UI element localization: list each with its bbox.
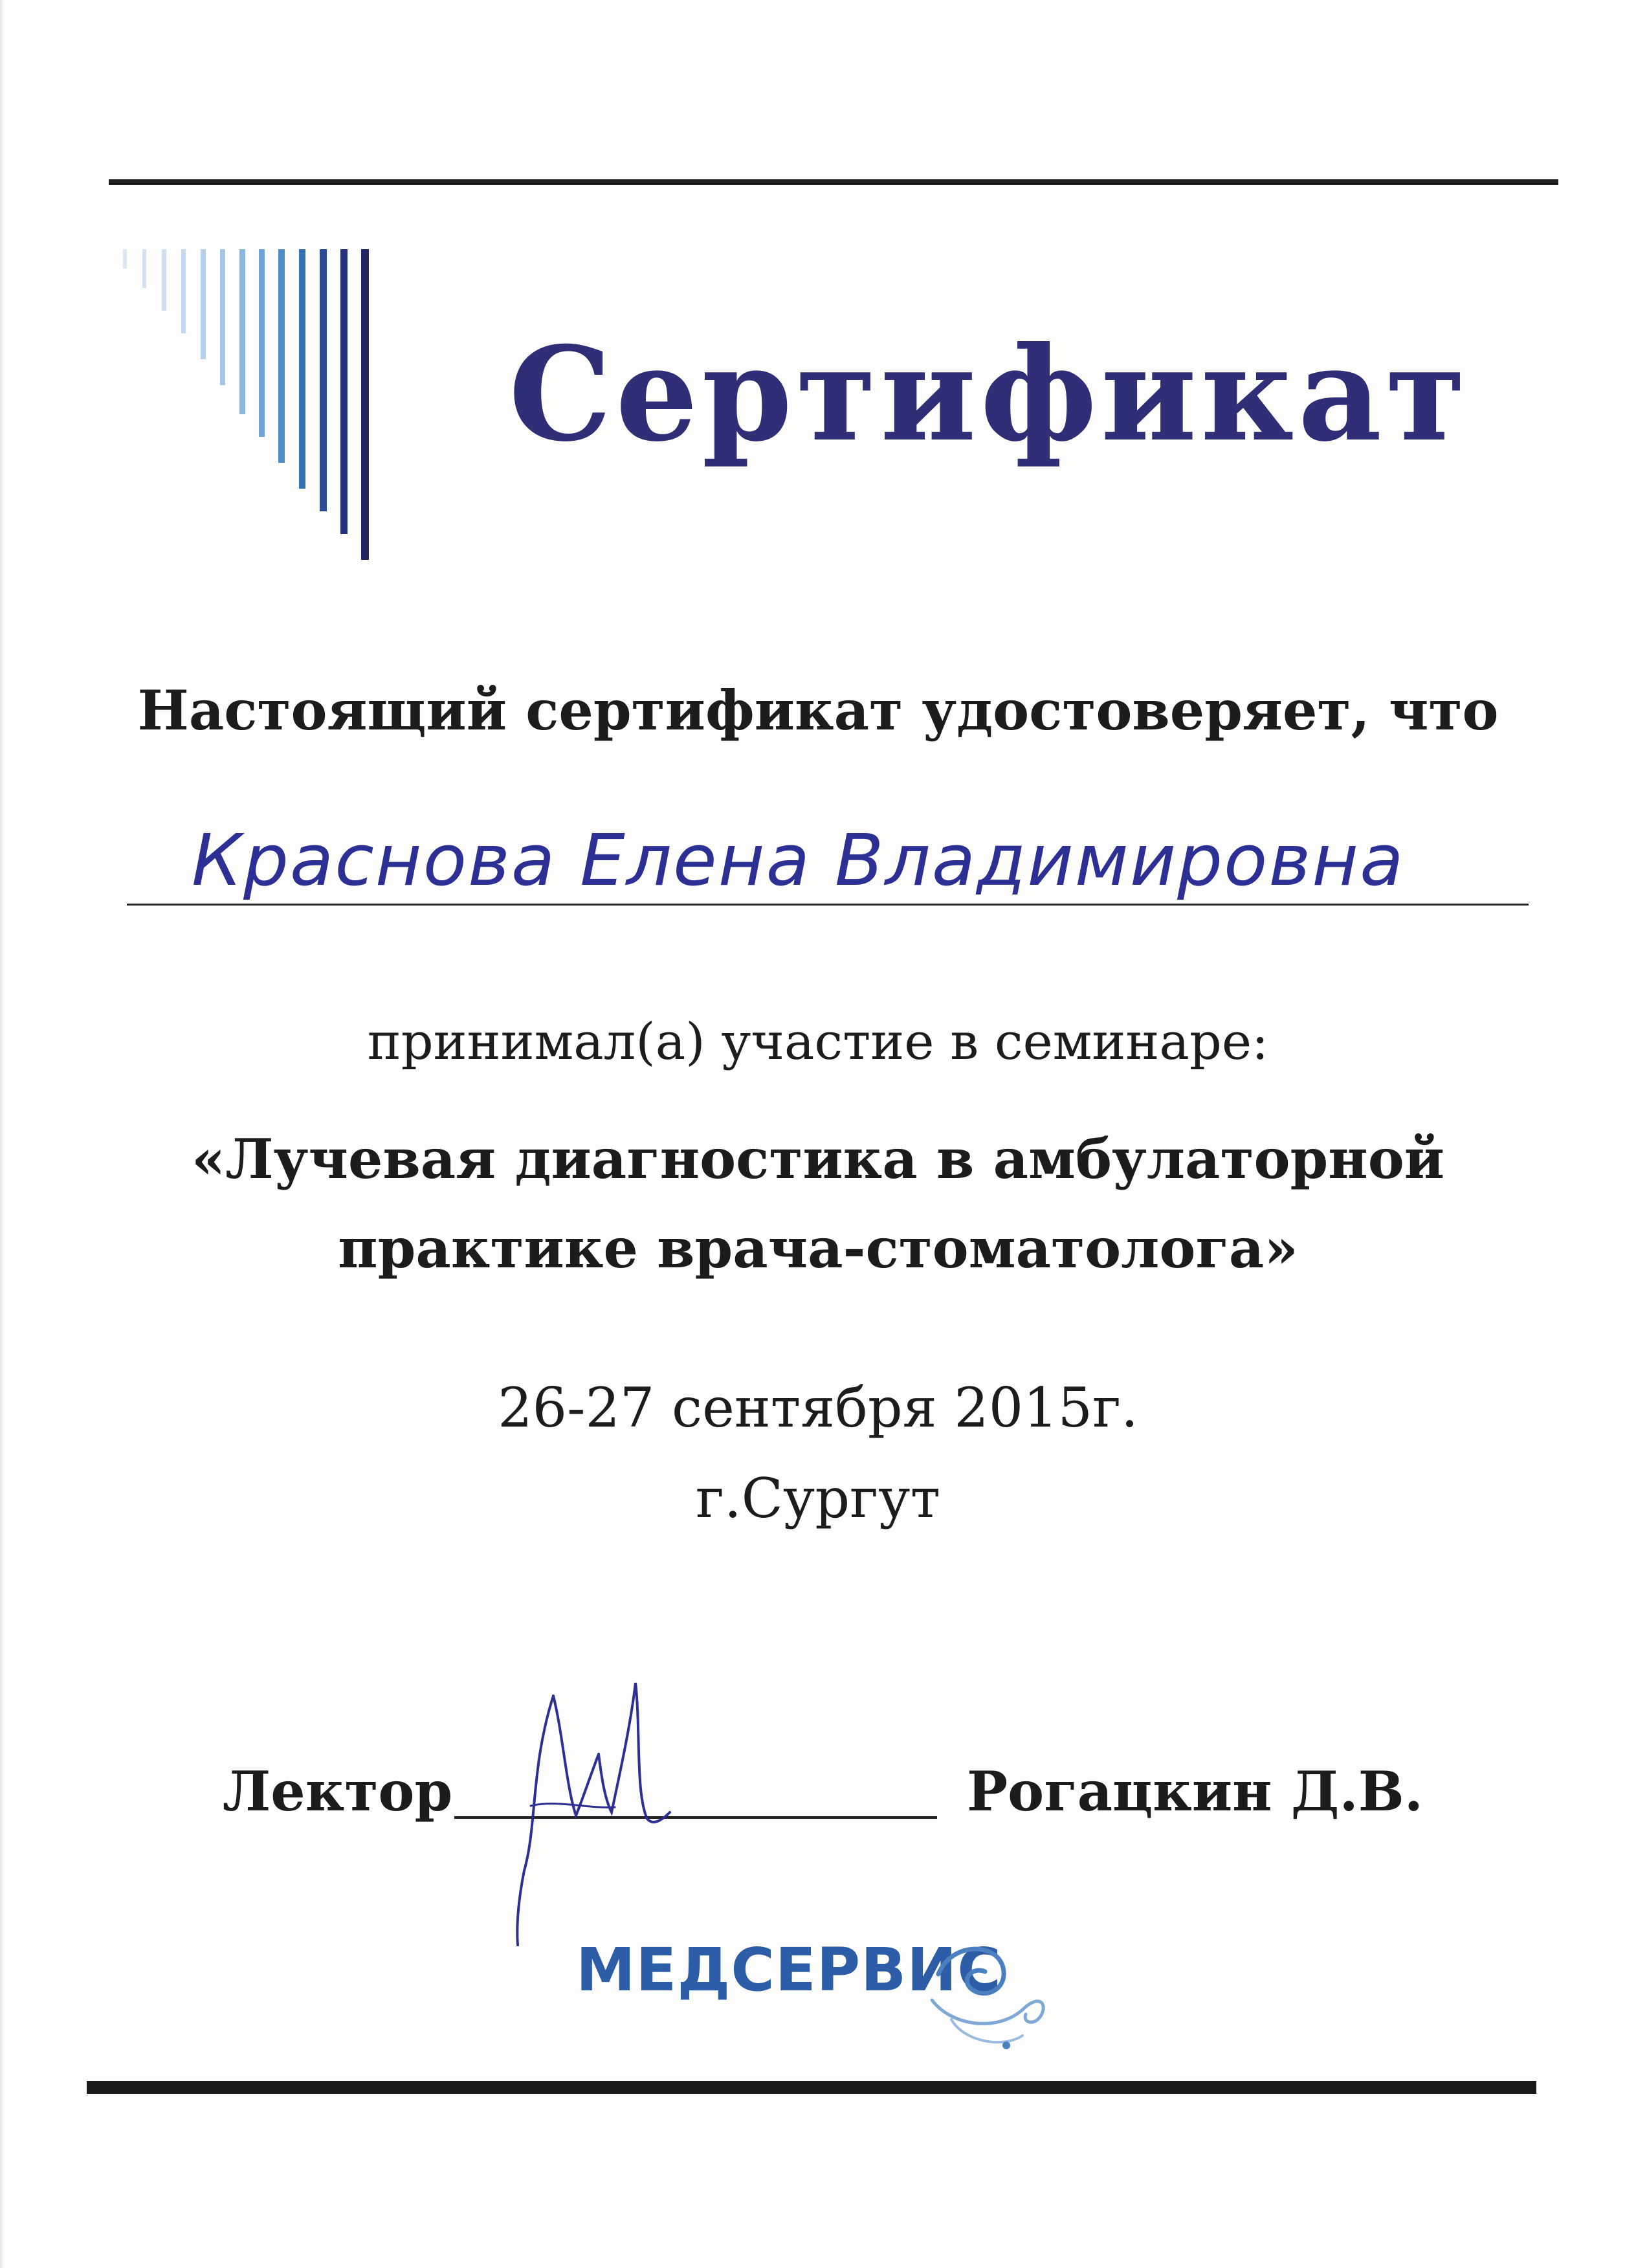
lecturer-name: Рогацкин Д.В. bbox=[967, 1759, 1424, 1823]
seminar-city: г.Сургут bbox=[695, 1467, 941, 1530]
logo-swirl-icon bbox=[925, 1929, 1055, 2058]
seminar-date: 26-27 сентября 2015г. bbox=[498, 1376, 1138, 1440]
organizer-logo-text: МЕДСЕРВИС bbox=[576, 1935, 1002, 2005]
recipient-name: Краснова Елена Владимировна bbox=[192, 819, 1405, 902]
course-title-line: «Лучевая диагностика в амбулаторной bbox=[191, 1127, 1445, 1191]
organizer-logo bbox=[576, 1929, 1055, 2058]
certifies-statement: Настоящий сертификат удостоверяет, что bbox=[137, 678, 1499, 742]
recipient-name-line bbox=[127, 904, 1529, 906]
top-rule bbox=[109, 179, 1558, 185]
lecturer-signature bbox=[492, 1657, 686, 1955]
bottom-rule bbox=[87, 2081, 1536, 2094]
course-title-line: практике врача-стоматолога» bbox=[338, 1216, 1298, 1280]
lecturer-label: Лектор bbox=[223, 1759, 453, 1823]
certificate-title: Сертификат bbox=[509, 318, 1470, 471]
participation-statement: принимал(а) участие в семинаре: bbox=[367, 1013, 1269, 1071]
striped-emblem bbox=[123, 249, 408, 560]
course-title bbox=[0, 1115, 1636, 1293]
